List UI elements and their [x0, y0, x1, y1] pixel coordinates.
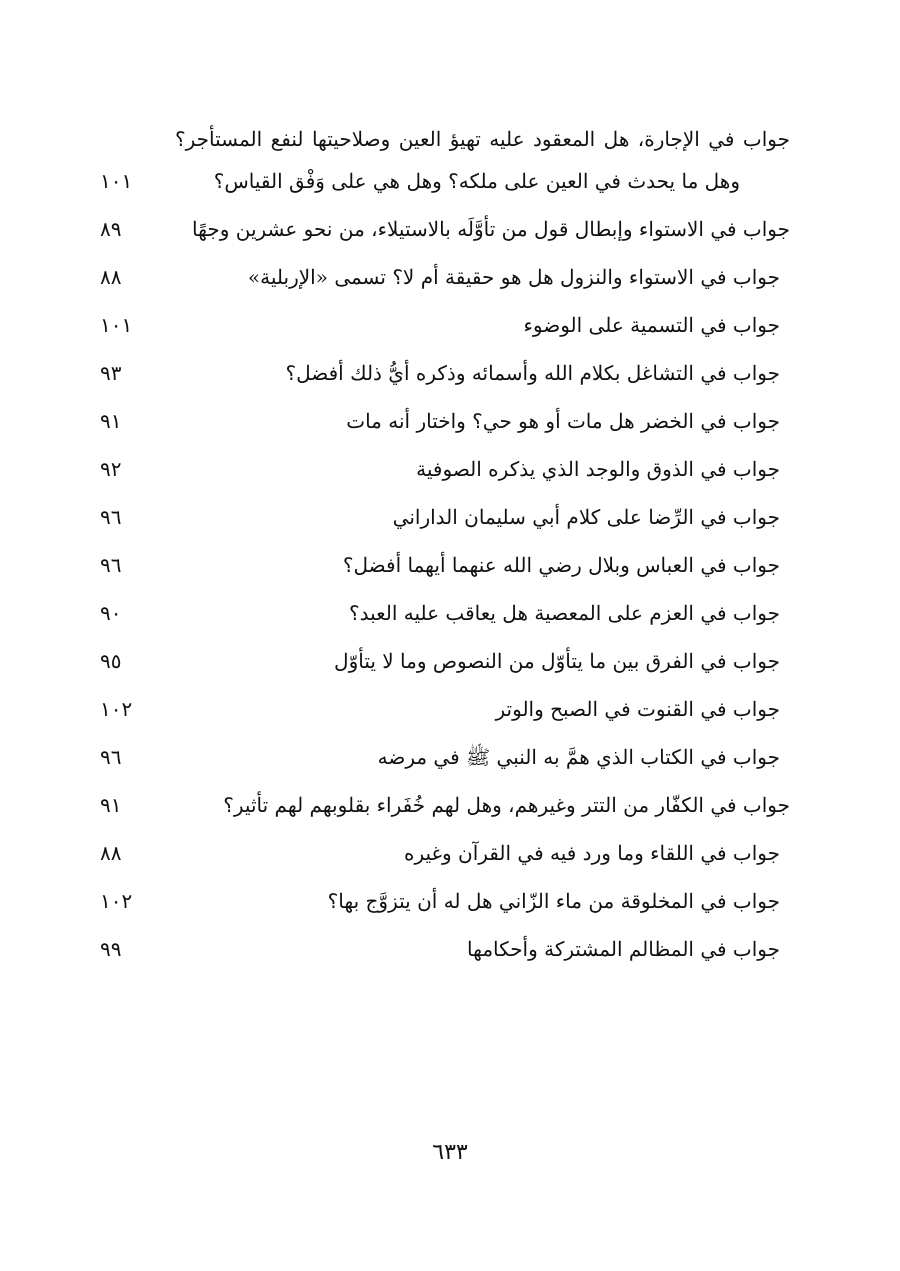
index-entry	[100, 544, 790, 586]
index-entry	[100, 688, 790, 730]
index-entry	[100, 592, 790, 634]
entry-title: جواب في الرِّضا على كلام أبي سليمان الداراني	[392, 505, 780, 529]
entry-page-number: ٩٠	[100, 601, 122, 625]
entry-title: جواب في العزم على المعصية هل يعاقب عليه العبد؟	[348, 601, 780, 625]
entry-page-number: ١٠١	[100, 313, 133, 337]
entry-title: جواب في الكفّار من التتر وغيرهم، وهل لهم خُفَراء بقلوبهم لهم تأثير؟	[223, 793, 790, 817]
entry-title: جواب في المخلوقة من ماء الزّاني هل له أن يتزوَّج بها؟	[327, 889, 780, 913]
entry-title: جواب في التسمية على الوضوء	[523, 313, 780, 337]
index-entry	[100, 304, 790, 346]
entry-page-number: ٩٢	[100, 457, 122, 481]
entry-page-number: ١٠١	[100, 169, 133, 193]
entry-page-number: ١٠٢	[100, 889, 133, 913]
index-entry	[100, 880, 790, 922]
entry-title: جواب في الذوق والوجد الذي يذكره الصوفية	[416, 457, 780, 481]
entry-title: جواب في الاستواء وإبطال قول من تأوَّلَه بالاستيلاء، من نحو عشرين وجهًا	[192, 217, 790, 241]
entry-title: جواب في الكتاب الذي همَّ به النبي ﷺ في مرضه	[377, 745, 780, 769]
entry-page-number: ٩١	[100, 409, 122, 433]
entry-page-number: ٩٣	[100, 361, 122, 385]
entry-title: جواب في التشاغل بكلام الله وأسمائه وذكره أيُّ ذلك أفضل؟	[285, 361, 780, 385]
index-entry	[100, 736, 790, 778]
index-entry	[100, 118, 790, 202]
index-list	[100, 118, 790, 970]
entry-title: جواب في الإجارة، هل المعقود عليه تهيؤ العين وصلاحيتها لنفع المستأجر؟ وهل ما يحدث في العين على ملكه؟ وهل هي على وَفْق القياس؟	[175, 127, 790, 193]
index-entry	[100, 208, 790, 250]
page-number-footer: ٦٣٣	[432, 1140, 468, 1165]
index-entry	[100, 640, 790, 682]
entry-page-number: ٨٨	[100, 265, 122, 289]
index-entry	[100, 448, 790, 490]
entry-title: جواب في اللقاء وما ورد فيه في القرآن وغيره	[403, 841, 780, 865]
entry-page-number: ١٠٢	[100, 697, 133, 721]
entry-page-number: ٩٥	[100, 649, 122, 673]
entry-title: جواب في المظالم المشتركة وأحكامها	[467, 937, 780, 961]
entry-title: جواب في الفرق بين ما يتأوّل من النصوص وما لا يتأوّل	[334, 649, 780, 673]
entry-title: جواب في الاستواء والنزول هل هو حقيقة أم لا؟ تسمى «الإربلية»	[247, 265, 780, 289]
entry-page-number: ٩٩	[100, 937, 122, 961]
entry-page-number: ٩١	[100, 793, 122, 817]
index-entry	[100, 928, 790, 970]
index-entry	[100, 832, 790, 874]
index-entry	[100, 256, 790, 298]
entry-title: جواب في العباس وبلال رضي الله عنهما أيهما أفضل؟	[342, 553, 780, 577]
entry-page-number: ٩٦	[100, 745, 122, 769]
entry-page-number: ٨٨	[100, 841, 122, 865]
index-entry	[100, 496, 790, 538]
index-entry	[100, 784, 790, 826]
entry-title: جواب في الخضر هل مات أو هو حي؟ واختار أنه مات	[346, 409, 780, 433]
entry-page-number: ٩٦	[100, 505, 122, 529]
entry-title: جواب في القنوت في الصبح والوتر	[495, 697, 780, 721]
entry-page-number: ٩٦	[100, 553, 122, 577]
index-entry	[100, 352, 790, 394]
entry-page-number: ٨٩	[100, 217, 122, 241]
index-entry	[100, 400, 790, 442]
